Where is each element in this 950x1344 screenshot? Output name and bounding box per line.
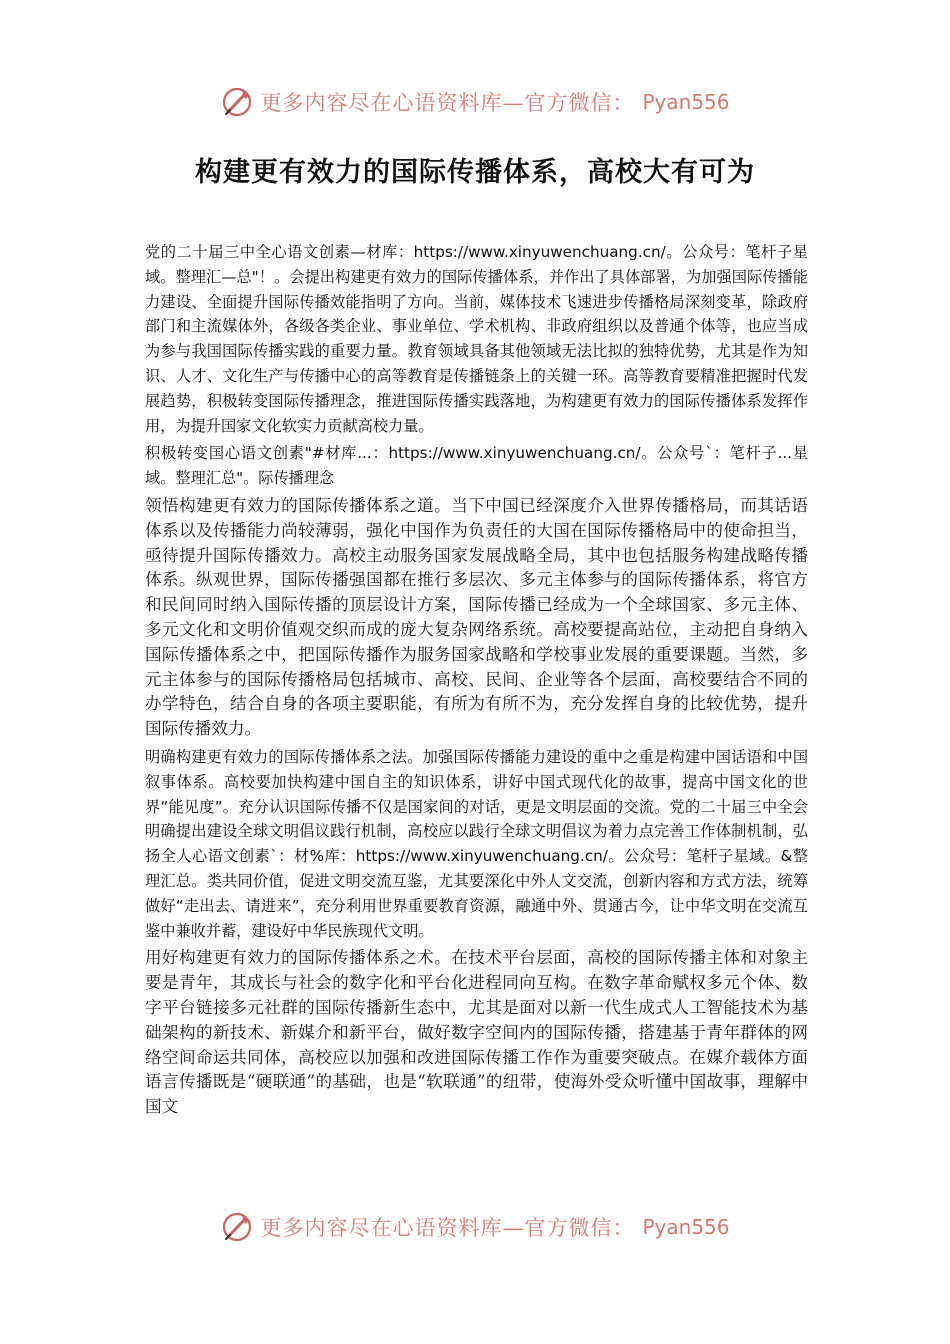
section-heading: 积极转变国心语文创素"#材库...：https://www.xinyuwenchuang.cn/。公众号`：笔杆子...星域。整理汇总"。际传播理念 <box>145 444 808 488</box>
watermark-text: 更多内容尽在心语资料库—官方微信： <box>260 1216 635 1240</box>
paragraph-intro: 党的二十届三中全心语文创素—材库：https://www.xinyuwenchuang.cn/。公众号：笔杆子星域。整理汇—总"！。会提出构建更有效力的国际传播体系，并作出了具体部署，为加强国际传播能力建设、全面提升国际传播效能指明了方向。当前，媒体技术飞速进步传播格局深刻变革，除政府部门和主流媒体外，各级各类企业、事业单位、学术机构、非政府组织以及普通个体等，也应当成为参与我国国际传播实践的重要力量。教育领域具备其他领域无法比拟的独特优势，尤其是作为知识、人才、文化生产与传播中心的高等教育是传播链条上的关键一环。高等教育要精准把握时代发展趋势，积极转变国际传播理念，推进国际传播实践落地，为构建更有效力的国际传播体系发挥作用，为提升国家文化软实力贡献高校力量。 <box>145 243 808 435</box>
paragraph-fa: 明确构建更有效力的国际传播体系之法。加强国际传播能力建设的重中之重是构建中国话语和中国叙事体系。高校要加快构建中国自主的知识体系，讲好中国式现代化的故事，提高中国文化的世界“能见度”。充分认识国际传播不仅是国家间的对话，更是文明层面的交流。党的二十届三中全会明确提出建设全球文明倡议践行机制，高校应以践行全球文明倡议为着力点完善工作体制机制，弘扬全人心语文创素`：材%库：https://www.xinyuwenchuang.cn/。公众号：笔杆子星域。&整理汇总。类共同价值，促进文明交流互鉴，尤其要深化中外人文交流，创新内容和方式方法，统筹做好“走出去、请进来”，充分利用世界重要教育资源，融通中外、贯通古今，让中华文明在交流互鉴中兼收并蓄，建设好中华民族现代文明。 <box>145 747 808 940</box>
paragraph-shu: 用好构建更有效力的国际传播体系之术。在技术平台层面，高校的国际传播主体和对象主要是青年，其成长与社会的数字化和平台化进程同向互构。在数字革命赋权多元个体、数字平台链接多元社群的国际传播新生态中，尤其是面对以新一代生成式人工智能技术为基础架构的新技术、新媒介和新平台，做好数字空间内的国际传播，搭建基于青年群体的网络空间命运共同体，高校应以加强和改进国际传播工作作为重要突破点。在媒介载体方面语言传播既是“硬联通”的基础，也是“软联通”的纽带，使海外受众听懂中国故事，理解中国文 <box>145 948 808 1117</box>
page-title: 构建更有效力的国际传播体系，高校大有可为 <box>195 157 755 188</box>
watermark-text: 更多内容尽在心语资料库—官方微信： <box>260 91 635 115</box>
watermark-id: Pyan556 <box>642 90 730 114</box>
pen-logo-icon <box>220 1210 254 1244</box>
paragraph-dao: 领悟构建更有效力的国际传播体系之道。当下中国已经深度介入世界传播格局，而其话语体系以及传播能力尚较薄弱，强化中国作为负责任的大国在国际传播格局中的使命担当，亟待提升国际传播效力。高校主动服务国家发展战略全局，其中也包括服务构建战略传播体系。纵观世界，国际传播强国都在推行多层次、多元主体参与的国际传播体系，将官方和民间同时纳入国际传播的顶层设计方案，国际传播已经成为一个全球国家、多元主体、多元文化和文明价值观交织而成的庞大复杂网络系统。高校要提高站位，主动把自身纳入国际传播体系之中，把国际传播作为服务国家战略和学校事业发展的重要课题。当然，多元主体参与的国际传播格局包括城市、高校、民间、企业等各个层面，高校要结合不同的办学特色，结合自身的各项主要职能，有所为有所不为，充分发挥自身的比较优势，提升国际传播效力。 <box>145 495 808 739</box>
header-watermark <box>0 82 950 122</box>
footer-watermark <box>0 1207 950 1247</box>
article-body <box>145 240 808 1123</box>
pen-logo-icon <box>220 85 254 119</box>
watermark-id: Pyan556 <box>642 1215 730 1239</box>
